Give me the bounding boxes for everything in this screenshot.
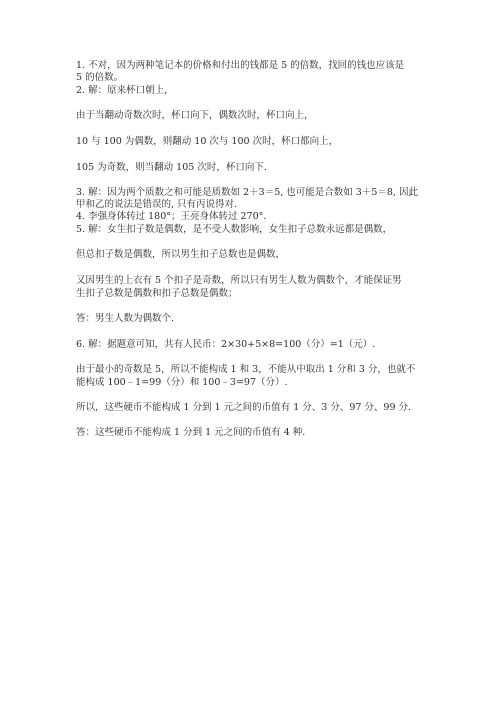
- text-line-13: 生扣子总数是偶数和扣子总数是偶数；: [76, 288, 238, 299]
- text-line-8: 甲和乙的说法是错误的, 只有丙说得对.: [76, 199, 238, 210]
- text-line-10: 5. 解：女生扣子数是偶数，是不受人数影响，女生扣子总数永远都是偶数，: [76, 224, 393, 235]
- text-line-5: 10 与 100 为偶数，则翻动 10 次与 100 次时，杯口都向上，: [76, 136, 339, 147]
- text-line-7: 3. 解：因为两个质数之和可能是质数如 2＋3＝5, 也可能是合数如 3＋5＝8, 因此: [76, 187, 418, 198]
- text-line-6: 105 为奇数，则当翻动 105 次时，杯口向下.: [76, 162, 267, 173]
- text-line-1: 1. 不对，因为两种笔记本的价格和付出的钱都是 5 的倍数，找回的钱也应该是: [76, 60, 405, 71]
- text-line-15: 6. 解：据题意可知，共有人民币：2×30+5×8=100（分）=1（元）.: [76, 339, 376, 350]
- text-line-16: 由于最小的奇数是 5，所以不能构成 1 和 3，不能从中取出 1 分和 3 分，也就不: [76, 364, 416, 375]
- text-line-9: 4. 李强身体转过 180°；王亮身体转过 270°．: [76, 211, 273, 222]
- text-line-19: 答：这些硬币不能构成 1 分到 1 元之间的币值有 4 种.: [76, 427, 306, 438]
- text-line-12: 又因男生的上衣有 5 个扣子是奇数，所以只有男生人数为偶数个，才能保证男: [76, 275, 402, 286]
- text-line-4: 由于当翻动奇数次时，杯口向下，偶数次时，杯口向上，: [76, 110, 314, 121]
- text-line-3: 2. 解：原来杯口朝上，: [76, 85, 174, 96]
- text-line-11: 但总扣子数是偶数，所以男生扣子总数也是偶数，: [76, 249, 286, 260]
- text-line-17: 能构成 100﹣1=99（分）和 100﹣3=97（分）.: [76, 377, 288, 388]
- text-line-18: 所以，这些硬币不能构成 1 分到 1 元之间的币值有 1 分、3 分、97 分、99 分.: [76, 402, 412, 413]
- text-line-2: 5 的倍数。: [76, 72, 124, 83]
- text-line-14: 答：男生人数为偶数个.: [76, 313, 175, 324]
